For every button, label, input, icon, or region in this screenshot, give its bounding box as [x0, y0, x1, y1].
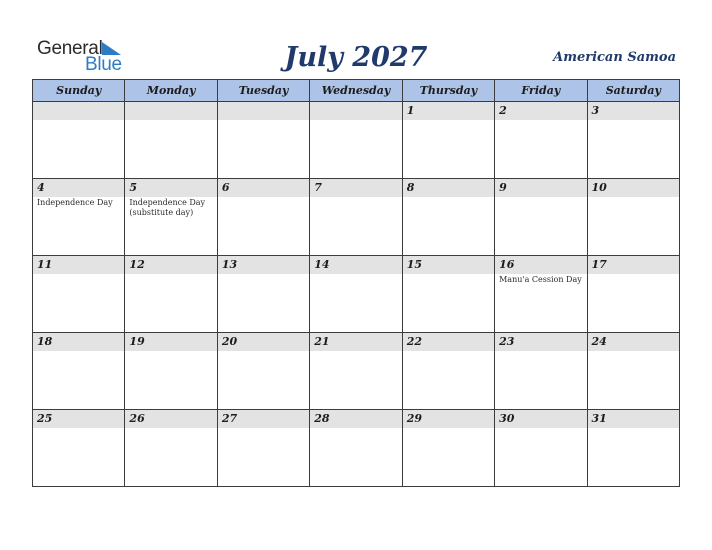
day-cell	[310, 410, 402, 487]
day-number: 29	[406, 412, 422, 425]
day-number: 31	[591, 412, 607, 425]
day-number: 17	[591, 258, 607, 271]
day-cell	[587, 410, 679, 487]
day-cell	[495, 410, 587, 487]
day-number: 1	[406, 104, 415, 117]
day-number: 20	[221, 335, 238, 348]
weekday-header-row	[33, 80, 680, 102]
day-cell	[217, 410, 309, 487]
day-cell	[495, 179, 587, 256]
day-cell	[402, 333, 494, 410]
day-cell	[587, 333, 679, 410]
day-header-band	[588, 256, 679, 274]
day-header-band	[588, 102, 679, 120]
weekday-tuesday: Tuesday	[217, 80, 309, 102]
day-number: 13	[221, 258, 238, 271]
day-header-band	[588, 333, 679, 351]
day-cell	[125, 256, 217, 333]
weekday-wednesday: Wednesday	[310, 80, 402, 102]
day-header-band	[495, 333, 586, 351]
week-row	[33, 102, 680, 179]
day-number: 15	[406, 258, 422, 271]
day-cell	[125, 410, 217, 487]
day-cell	[495, 333, 587, 410]
day-cell	[495, 102, 587, 179]
day-header-band	[310, 179, 401, 197]
day-number: 5	[129, 181, 138, 194]
day-number: 23	[499, 335, 515, 348]
day-number: 6	[221, 181, 230, 194]
day-number: 21	[314, 335, 330, 348]
day-number: 24	[591, 335, 607, 348]
day-header-band	[33, 333, 124, 351]
day-cell	[402, 410, 494, 487]
day-header-band	[310, 256, 401, 274]
day-cell	[402, 179, 494, 256]
day-cell	[217, 179, 309, 256]
day-header-band	[403, 333, 494, 351]
day-header-band	[495, 179, 586, 197]
day-header-band	[218, 410, 309, 428]
day-header-band	[218, 333, 309, 351]
holiday-label: Independence Day	[37, 198, 113, 207]
day-header-band	[33, 256, 124, 274]
holiday-label: Manu'a Cession Day	[499, 275, 582, 284]
day-number: 28	[314, 412, 330, 425]
day-cell	[33, 179, 125, 256]
day-cell	[33, 410, 125, 487]
day-number: 22	[406, 335, 422, 348]
day-header-band	[403, 410, 494, 428]
day-cell	[125, 179, 217, 256]
day-number: 12	[129, 258, 145, 271]
day-header-band	[218, 256, 309, 274]
day-number: 9	[499, 181, 507, 194]
day-cell	[310, 179, 402, 256]
day-cell	[310, 333, 402, 410]
weekday-monday: Monday	[125, 80, 217, 102]
day-header-band	[125, 179, 216, 197]
day-cell	[310, 102, 402, 179]
day-header-band	[588, 410, 679, 428]
day-cell	[402, 256, 494, 333]
day-cell	[125, 102, 217, 179]
day-header-band	[495, 256, 586, 274]
page-title: July 2027	[284, 42, 428, 73]
week-row	[33, 179, 680, 256]
day-number: 11	[37, 258, 53, 271]
day-cell	[310, 256, 402, 333]
day-header-band	[310, 410, 401, 428]
day-number: 27	[221, 412, 238, 425]
generalblue-logo	[37, 39, 137, 75]
day-header-band	[588, 179, 679, 197]
day-number: 25	[37, 412, 53, 425]
day-number: 7	[314, 181, 322, 194]
day-cell	[495, 256, 587, 333]
day-cell	[33, 102, 125, 179]
day-number: 8	[406, 181, 415, 194]
weekday-saturday: Saturday	[587, 80, 679, 102]
day-header-band	[125, 102, 216, 120]
day-number: 30	[499, 412, 515, 425]
day-cell	[217, 102, 309, 179]
day-header-band	[125, 410, 216, 428]
day-number: 16	[499, 258, 515, 271]
day-number: 3	[591, 104, 600, 117]
calendar-grid	[32, 79, 680, 487]
day-header-band	[403, 256, 494, 274]
logo-text-general: General	[37, 38, 103, 59]
weekday-thursday: Thursday	[402, 80, 494, 102]
day-cell	[587, 179, 679, 256]
logo-text-blue: Blue	[85, 54, 122, 75]
day-cell	[587, 102, 679, 179]
day-cell	[125, 333, 217, 410]
week-row	[33, 333, 680, 410]
calendar-body	[33, 102, 680, 487]
day-number: 10	[591, 181, 607, 194]
day-header-band	[403, 102, 494, 120]
weekday-friday: Friday	[495, 80, 587, 102]
day-cell	[402, 102, 494, 179]
day-cell	[217, 333, 309, 410]
weekday-sunday: Sunday	[33, 80, 125, 102]
day-number: 18	[37, 335, 53, 348]
day-cell	[587, 256, 679, 333]
day-number: 14	[314, 258, 330, 271]
day-header-band	[218, 102, 309, 120]
day-header-band	[310, 102, 401, 120]
day-number: 19	[129, 335, 145, 348]
day-header-band	[218, 179, 309, 197]
holiday-label: Independence Day (substitute day)	[129, 198, 206, 217]
day-header-band	[33, 179, 124, 197]
day-header-band	[495, 102, 586, 120]
day-number: 4	[37, 181, 45, 194]
day-header-band	[125, 256, 216, 274]
week-row	[33, 410, 680, 487]
day-header-band	[125, 333, 216, 351]
day-number: 26	[129, 412, 145, 425]
day-number: 2	[499, 104, 507, 117]
day-header-band	[403, 179, 494, 197]
day-cell	[33, 256, 125, 333]
region-label: American Samoa	[553, 50, 676, 65]
day-header-band	[33, 102, 124, 120]
week-row	[33, 256, 680, 333]
day-cell	[217, 256, 309, 333]
day-header-band	[495, 410, 586, 428]
day-cell	[33, 333, 125, 410]
day-header-band	[310, 333, 401, 351]
day-header-band	[33, 410, 124, 428]
